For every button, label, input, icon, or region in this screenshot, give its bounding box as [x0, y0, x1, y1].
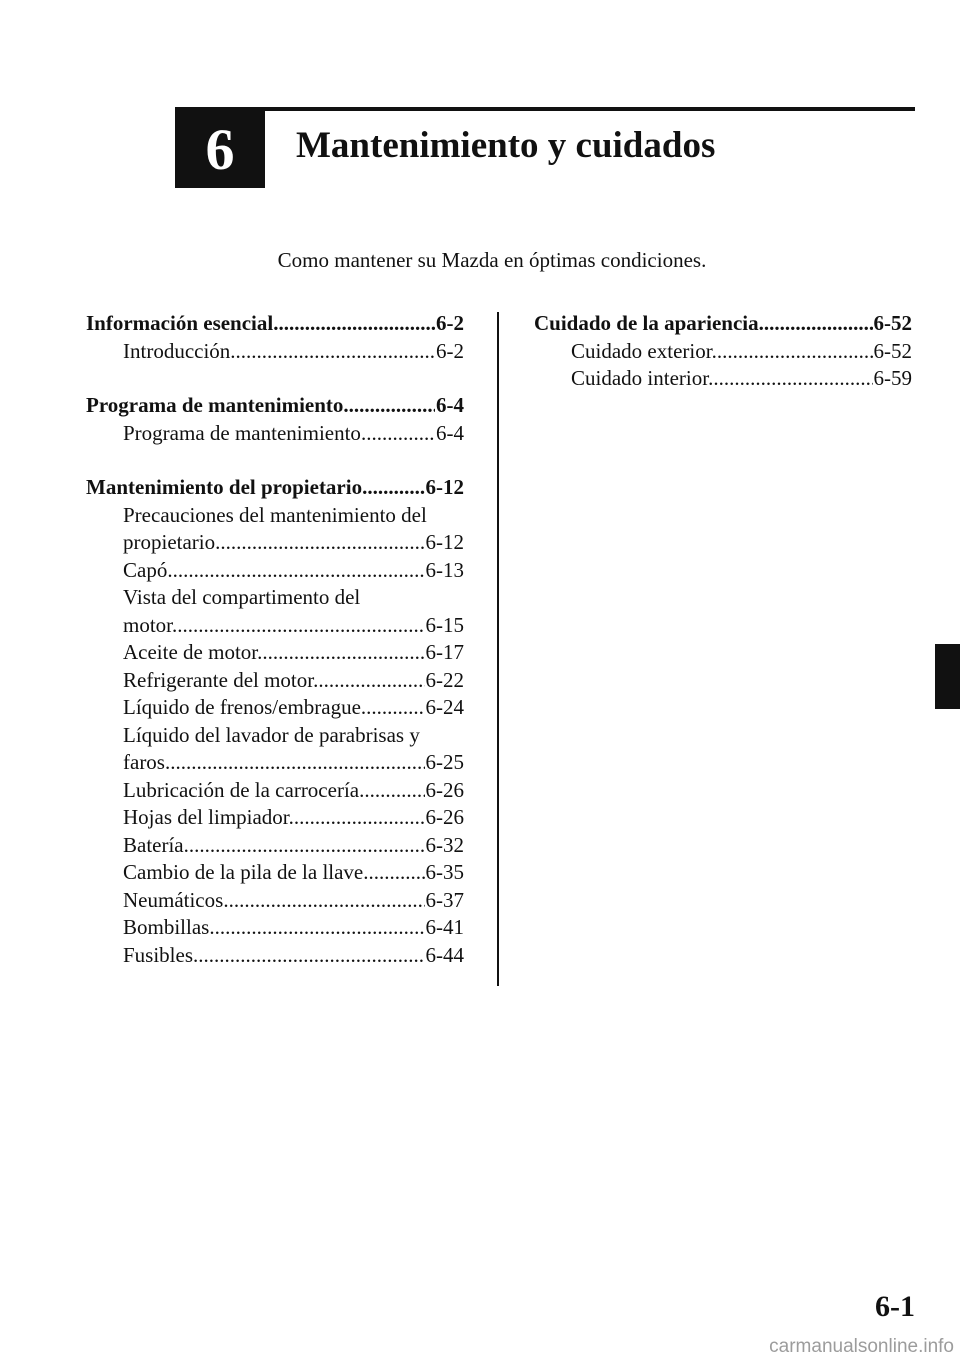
toc-item[interactable] [86, 914, 464, 942]
toc-entry-title-text: faros [123, 750, 165, 774]
chapter-side-tab [935, 644, 960, 709]
toc-section [86, 310, 464, 365]
toc-entry-title [86, 392, 435, 420]
toc-item[interactable] [534, 365, 912, 393]
toc-entry-title-text: Introducción [123, 338, 231, 363]
toc-item[interactable] [86, 557, 464, 585]
toc-entry-page: 6-2 [436, 311, 464, 335]
toc-item[interactable] [86, 749, 464, 777]
toc-entry-page: 6-52 [873, 311, 912, 335]
toc-entry-title [86, 310, 435, 338]
toc-entry-title [123, 420, 435, 448]
toc-left-column [86, 310, 464, 996]
toc-item[interactable] [86, 338, 464, 366]
toc-entry-page: 6-4 [436, 420, 464, 445]
toc-entry-title [123, 639, 425, 667]
chapter-subtitle: Como mantener su Mazda en óptimas condiciones. [277, 248, 707, 272]
toc-entry-page: 6-26 [425, 805, 464, 829]
toc-entry-title-text: Cuidado exterior [571, 338, 712, 363]
chapter-number-box [175, 111, 265, 188]
toc-item-first-line[interactable]: Líquido del lavador de parabrisas y [123, 722, 420, 747]
toc-entry-page: 6-2 [436, 338, 464, 363]
toc-entry-title-text: Hojas del limpiador [123, 805, 289, 829]
toc-entry-page: 6-35 [425, 860, 464, 884]
toc-entry-title [123, 859, 425, 887]
toc-section-heading[interactable] [86, 392, 464, 420]
toc-entry-page: 6-13 [425, 557, 464, 582]
toc-entry-title [123, 557, 425, 585]
toc-entry-page: 6-44 [425, 942, 464, 967]
toc-entry-title-text: Cambio de la pila de la llave [123, 860, 364, 884]
toc-section [86, 474, 464, 969]
toc-entry-title [123, 777, 425, 805]
toc-entry-page: 6-17 [425, 640, 464, 664]
toc-section [86, 392, 464, 447]
toc-entry-title-text: Lubricación de la carrocería [123, 777, 360, 802]
toc-entry-page: 6-15 [425, 612, 464, 637]
toc-item[interactable] [86, 612, 464, 640]
toc-entry-title [123, 749, 425, 777]
toc-entry-title [123, 612, 425, 640]
toc-entry-title-text: Capó [123, 557, 168, 582]
toc-entry-title-text: Cuidado de la apariencia [534, 311, 759, 335]
header-rule [175, 107, 915, 111]
toc-section-heading[interactable] [534, 310, 912, 338]
toc-section-heading[interactable] [86, 474, 464, 502]
page-number: 6-1 [875, 1290, 915, 1323]
toc-right-column [534, 310, 912, 420]
toc-entry-title [123, 338, 435, 366]
toc-item[interactable] [86, 420, 464, 448]
toc-entry-page: 6-24 [425, 695, 464, 719]
toc-entry-page: 6-12 [425, 475, 464, 499]
toc-entry-title-text: motor [123, 612, 173, 637]
toc-entry-title-text: Líquido de frenos/embrague [123, 695, 361, 719]
chapter-number: 6 [205, 117, 235, 182]
toc-entry-title [123, 667, 425, 695]
toc-entry-title [123, 694, 425, 722]
toc-entry-page: 6-37 [425, 887, 464, 912]
toc-item[interactable] [86, 859, 464, 887]
toc-item[interactable] [86, 694, 464, 722]
toc-entry-page: 6-52 [873, 338, 912, 363]
toc-entry-title [123, 529, 425, 557]
toc-item[interactable] [86, 529, 464, 557]
toc-entry-title [123, 832, 425, 860]
toc-entry-page: 6-41 [425, 915, 464, 939]
toc-item[interactable] [86, 639, 464, 667]
toc-entry-page: 6-26 [425, 777, 464, 802]
toc-entry-title [571, 365, 873, 393]
toc-entry-title-text: Neumáticos [123, 887, 224, 912]
column-divider [497, 312, 499, 986]
toc-entry-title [123, 942, 425, 970]
chapter-title: Mantenimiento y cuidados [296, 125, 716, 166]
toc-entry-title-text: Cuidado interior [571, 366, 709, 390]
toc-item-first-line[interactable]: Vista del compartimento del [123, 585, 361, 609]
toc-entry-page: 6-22 [425, 667, 464, 692]
toc-entry-title-text: Programa de mantenimiento [86, 393, 344, 417]
toc-entry-title-text: Refrigerante del motor [123, 667, 314, 692]
toc-item[interactable] [86, 942, 464, 970]
toc-entry-title [571, 338, 873, 366]
toc-entry-title-text: Aceite de motor [123, 640, 258, 664]
toc-item[interactable] [86, 804, 464, 832]
watermark-text: carmanualsonline.info [769, 1336, 954, 1357]
toc-entry-title [534, 310, 873, 338]
toc-item[interactable] [86, 777, 464, 805]
toc-section [534, 310, 912, 393]
toc-entry-title [123, 887, 425, 915]
toc-item[interactable] [86, 832, 464, 860]
toc-entry-page: 6-32 [425, 832, 464, 857]
toc-entry-title-text: Fusibles [123, 942, 194, 967]
toc-entry-title-text: Bombillas [123, 915, 210, 939]
toc-entry-title [86, 474, 425, 502]
toc-item[interactable] [86, 667, 464, 695]
toc-entry-title [123, 804, 425, 832]
toc-section-heading[interactable] [86, 310, 464, 338]
toc-entry-title-text: Batería [123, 832, 184, 857]
toc-entry-page: 6-4 [436, 393, 464, 417]
toc-entry-page: 6-12 [425, 530, 464, 554]
toc-item-first-line[interactable]: Precauciones del mantenimiento del [123, 502, 427, 527]
toc-item[interactable] [534, 338, 912, 366]
toc-entry-title-text: Mantenimiento del propietario [86, 475, 363, 499]
toc-entry-title [123, 914, 425, 942]
toc-entry-page: 6-59 [873, 366, 912, 390]
toc-entry-title-text: Información esencial [86, 311, 274, 335]
toc-entry-title-text: Programa de mantenimiento [123, 420, 361, 445]
toc-entry-title-text: propietario [123, 530, 216, 554]
toc-entry-page: 6-25 [425, 750, 464, 774]
toc-item[interactable] [86, 887, 464, 915]
